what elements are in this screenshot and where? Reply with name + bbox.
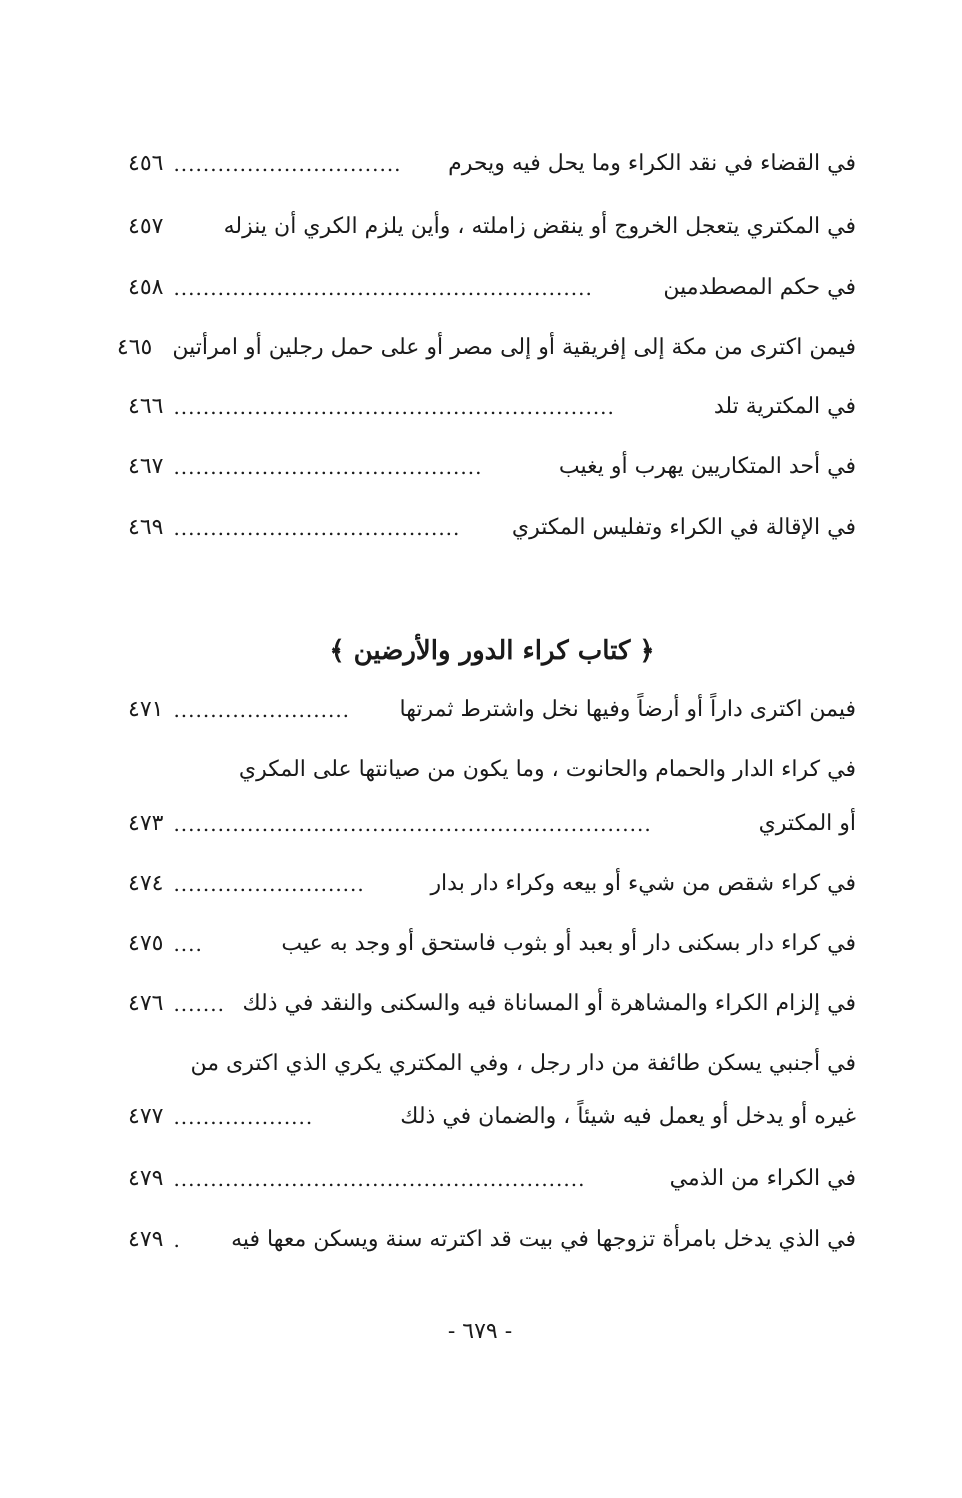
entry-title: غيره أو يدخل أو يعمل فيه شيئاً ، والضمان في ذلك <box>400 1104 856 1129</box>
toc-entry <box>116 328 856 368</box>
entry-title: فيمن اكترى من مكة إلى إفريقية أو إلى مصر أو على حمل رجلين أو امرأتين <box>172 335 856 360</box>
entry-page-number: ٤٦٦ <box>128 394 164 419</box>
entry-title: في القضاء في نقد الكراء وما يحل فيه ويحرم <box>448 151 856 176</box>
leader-dots: .......................................... <box>173 455 483 479</box>
toc-entry <box>128 1220 856 1260</box>
toc-entry-continued <box>128 1044 856 1084</box>
toc-entry <box>128 804 856 844</box>
leader-dots: ......................................................... <box>173 276 593 300</box>
entry-title: في كراء دار بسكنى دار أو بعبد أو بثوب فاستحق أو وجد به عيب <box>281 931 856 956</box>
entry-title: في كراء الدار والحمام والحانوت ، وما يكون من صيانتها على المكري <box>238 757 856 782</box>
entry-title: في الذي يدخل بامرأة تزوجها في بيت قد اكترته سنة ويسكن معها فيه <box>231 1227 856 1252</box>
leader-dots: .......................... <box>173 872 365 896</box>
entry-title: في أجنبي يسكن طائفة من دار رجل ، وفي المكتري يكري الذي اكترى من <box>190 1051 856 1076</box>
entry-title: في أحد المتكاريين يهرب أو يغيب <box>558 454 856 479</box>
leader-dots: ....... <box>173 992 225 1016</box>
entry-page-number: ٤٧١ <box>128 697 164 722</box>
toc-entry <box>128 207 856 247</box>
leader-dots: ............................... <box>173 152 402 176</box>
entry-title: في كراء شقص من شيء أو بيعه وكراء دار بدار <box>430 871 856 896</box>
leader-dots: .... <box>173 932 203 956</box>
entry-title: فيمن اكترى داراً أو أرضاً وفيها نخل واشترط ثمرتها <box>399 697 856 722</box>
toc-entry <box>128 144 856 184</box>
toc-entry-continued <box>128 750 856 790</box>
entry-page-number: ٤٥٧ <box>128 214 164 239</box>
entry-page-number: ٤٧٧ <box>128 1104 164 1129</box>
entry-page-number: ٤٧٥ <box>128 931 164 956</box>
toc-entry <box>128 1159 856 1199</box>
toc-entry <box>128 864 856 904</box>
entry-page-number: ٤٥٨ <box>128 275 164 300</box>
toc-entry <box>128 1097 856 1137</box>
entry-page-number: ٤٧٩ <box>128 1166 164 1191</box>
leader-dots: ................................................................. <box>173 812 652 836</box>
entry-page-number: ٤٦٩ <box>128 515 164 540</box>
entry-page-number: ٤٧٤ <box>128 871 164 896</box>
section-heading: ﴿ كتاب كراء الدور والأرضين ﴾ <box>329 636 655 666</box>
leader-dots: ....................................... <box>173 516 461 540</box>
entry-page-number: ٤٧٣ <box>128 811 164 836</box>
entry-page-number: ٤٥٦ <box>128 151 164 176</box>
entry-title: في الكراء من الذمي <box>669 1166 856 1191</box>
leader-dots: ........................ <box>173 698 351 722</box>
leader-dots: ........................................................ <box>173 1167 586 1191</box>
toc-entry <box>128 690 856 730</box>
entry-page-number: ٤٧٦ <box>128 991 164 1016</box>
toc-entry <box>128 268 856 308</box>
entry-title: في المكتري يتعجل الخروج أو ينقض زاملته ، وأين يلزم الكري أن ينزله <box>223 214 856 239</box>
entry-title: في الإقالة في الكراء وتفليس المكتري <box>511 515 856 540</box>
entry-title: في إلزام الكراء والمشاهرة أو المساناة فيه والسكنى والنقد في ذلك <box>242 991 856 1016</box>
toc-entry <box>128 508 856 548</box>
toc-entry <box>128 387 856 427</box>
leader-dots: ................... <box>173 1105 314 1129</box>
leader-dots: ............................................................ <box>173 395 615 419</box>
entry-page-number: ٤٦٥ <box>116 335 153 360</box>
page-number: - ٦٧٩ - <box>447 1319 513 1344</box>
entry-page-number: ٤٧٩ <box>128 1227 164 1252</box>
toc-entry <box>128 447 856 487</box>
entry-title: في المكترية تلد <box>713 394 856 419</box>
toc-entry <box>128 984 856 1024</box>
entry-title: أو المكتري <box>758 811 856 836</box>
entry-page-number: ٤٦٧ <box>128 454 164 479</box>
entry-title: في حكم المصطدمين <box>663 275 856 300</box>
leader-dots: . <box>173 1228 181 1252</box>
toc-entry <box>128 924 856 964</box>
